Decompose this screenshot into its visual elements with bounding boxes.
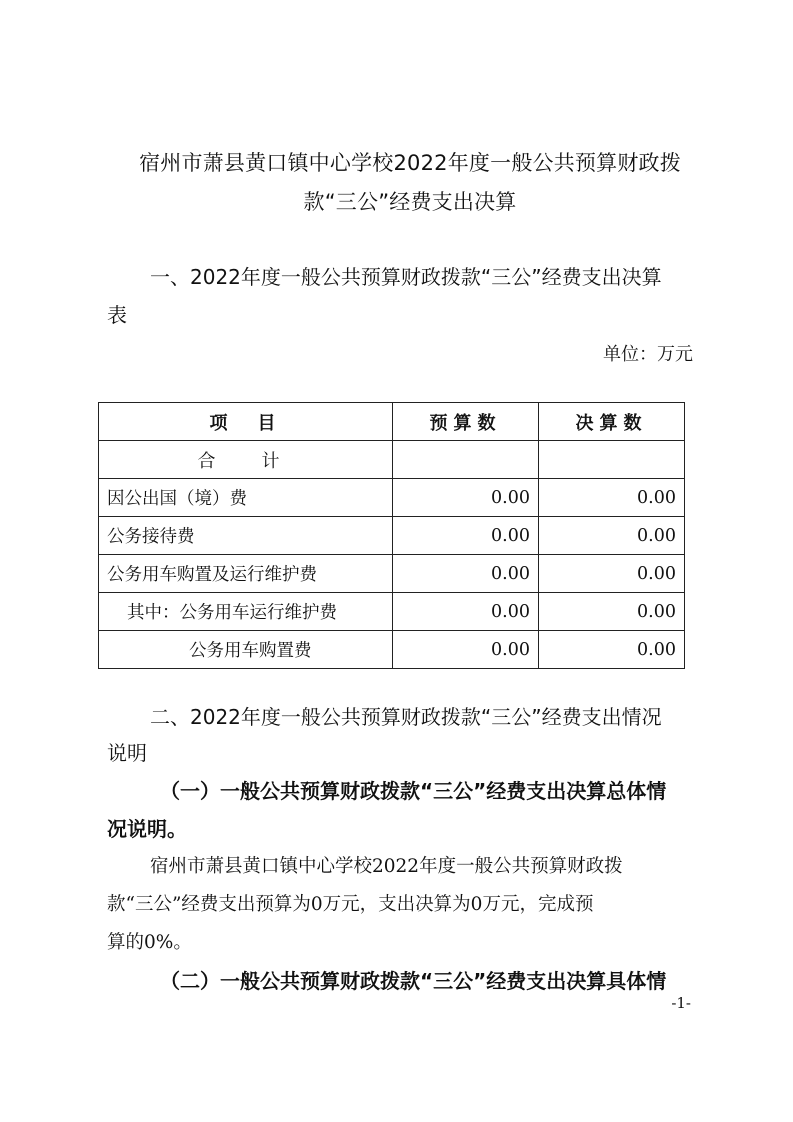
subsection1-heading-line2: 况说明。 bbox=[107, 817, 187, 841]
row-final: 0.00 bbox=[538, 631, 684, 669]
paragraph-line2: 款“三公”经费支出预算为0万元，支出决算为0万元，完成预 bbox=[107, 894, 594, 915]
document-title-line2: 款“三公”经费支出决算 bbox=[303, 190, 517, 214]
subsection1-heading-line1: （一）一般公共预算财政拨款“三公”经费支出决算总体情 bbox=[160, 779, 667, 803]
row-budget: 0.00 bbox=[393, 631, 539, 669]
row-budget: 0.00 bbox=[393, 593, 539, 631]
subsection2-heading-line1: （二）一般公共预算财政拨款“三公”经费支出决算具体情 bbox=[160, 969, 667, 993]
table-row bbox=[99, 593, 685, 631]
table-row bbox=[99, 517, 685, 555]
paragraph-line3: 算的0%。 bbox=[107, 932, 192, 953]
row-budget: 0.00 bbox=[393, 479, 539, 517]
row-item: 公务用车购置费 bbox=[99, 631, 393, 669]
section1-heading-line2: 表 bbox=[107, 303, 127, 327]
header-item: 项 目 bbox=[99, 403, 393, 441]
section2-heading-line2: 说明 bbox=[107, 741, 147, 765]
header-budget: 预算数 bbox=[393, 403, 539, 441]
total-final bbox=[538, 441, 684, 479]
unit-label: 单位：万元 bbox=[603, 344, 693, 365]
section2-heading-line1: 二、2022年度一般公共预算财政拨款“三公”经费支出情况 bbox=[150, 705, 662, 729]
table-header-row bbox=[99, 403, 685, 441]
row-item: 公务接待费 bbox=[99, 517, 393, 555]
row-item: 公务用车购置及运行维护费 bbox=[99, 555, 393, 593]
header-final: 决算数 bbox=[538, 403, 684, 441]
paragraph-line1: 宿州市萧县黄口镇中心学校2022年度一般公共预算财政拨 bbox=[150, 856, 623, 877]
page-number: -1- bbox=[671, 994, 691, 1012]
row-final: 0.00 bbox=[538, 555, 684, 593]
row-final: 0.00 bbox=[538, 517, 684, 555]
table-row bbox=[99, 631, 685, 669]
total-budget bbox=[393, 441, 539, 479]
row-item: 其中：公务用车运行维护费 bbox=[99, 593, 393, 631]
row-budget: 0.00 bbox=[393, 555, 539, 593]
table-row bbox=[99, 479, 685, 517]
section1-heading-line1: 一、2022年度一般公共预算财政拨款“三公”经费支出决算 bbox=[150, 265, 662, 289]
total-label: 合 计 bbox=[99, 441, 393, 479]
row-final: 0.00 bbox=[538, 593, 684, 631]
table-total-row bbox=[99, 441, 685, 479]
row-budget: 0.00 bbox=[393, 517, 539, 555]
table-row bbox=[99, 555, 685, 593]
document-title-line1: 宿州市萧县黄口镇中心学校2022年度一般公共预算财政拨 bbox=[139, 151, 681, 175]
row-final: 0.00 bbox=[538, 479, 684, 517]
expense-table bbox=[98, 402, 685, 669]
row-item: 因公出国（境）费 bbox=[99, 479, 393, 517]
